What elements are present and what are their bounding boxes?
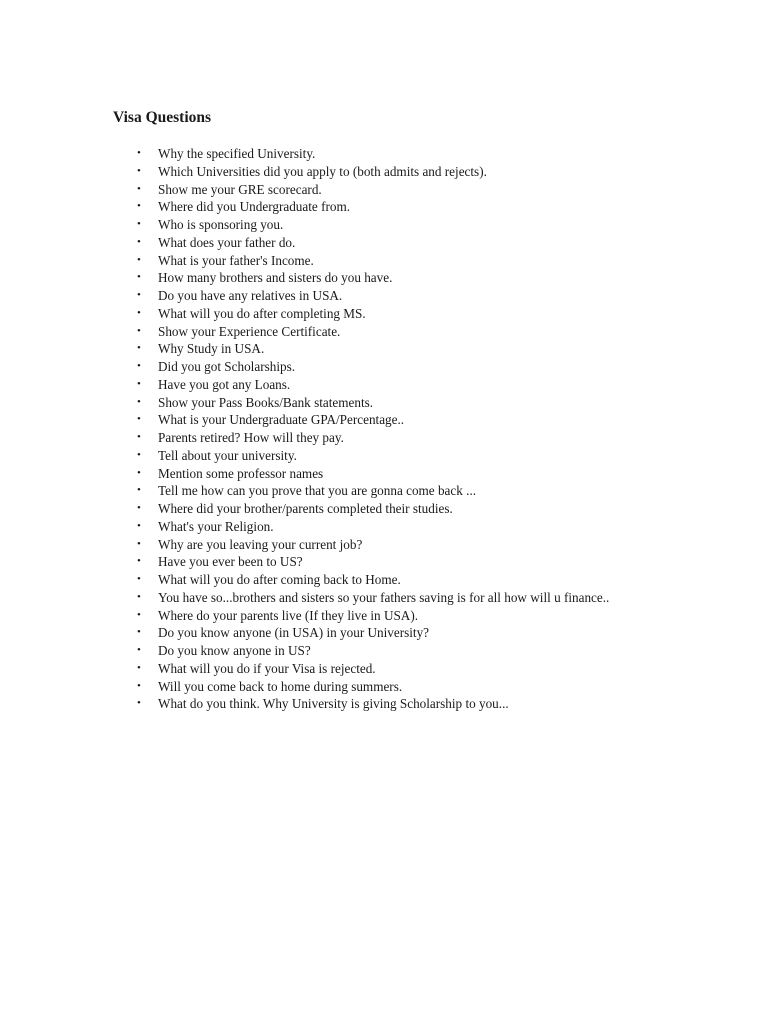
bullet-icon: •: [137, 182, 141, 195]
list-item: [137, 198, 628, 216]
bullet-icon: •: [137, 218, 141, 230]
list-item: [137, 394, 628, 412]
bullet-icon: •: [137, 200, 141, 213]
bullet-icon: •: [137, 395, 141, 408]
bullet-icon: •: [137, 289, 141, 301]
bullet-icon: •: [137, 644, 141, 656]
list-item: [137, 447, 628, 465]
bullet-icon: •: [137, 537, 141, 550]
bullet-icon: •: [137, 147, 141, 159]
bullet-icon: •: [137, 235, 141, 248]
bullet-icon: •: [137, 466, 141, 479]
list-item: [137, 411, 628, 429]
question-text: Tell me how can you prove that you are gonna come back ...: [158, 483, 477, 499]
list-item: [137, 287, 628, 305]
question-text: Do you know anyone (in USA) in your University?: [158, 625, 430, 641]
question-text: How many brothers and sisters do you have.: [158, 270, 393, 286]
question-text: Mention some professor names: [158, 465, 324, 481]
list-item: [137, 589, 628, 607]
bullet-icon: •: [137, 164, 141, 177]
list-item: [137, 695, 628, 713]
question-text: What will you do after completing MS.: [158, 305, 366, 321]
question-text: What will you do after coming back to Home.: [158, 572, 401, 587]
list-item: [137, 429, 628, 447]
bullet-icon: •: [137, 590, 141, 603]
question-text: Show me your GRE scorecard.: [158, 181, 322, 197]
bullet-icon: •: [137, 679, 141, 692]
list-item: [137, 642, 628, 660]
bullet-icon: •: [137, 661, 141, 674]
question-text: Did you got Scholarships.: [158, 359, 296, 374]
bullet-icon: •: [137, 271, 141, 284]
bullet-icon: •: [137, 573, 141, 585]
list-item: [137, 252, 628, 270]
list-item: [137, 536, 628, 554]
list-item: [137, 660, 628, 678]
question-text: Do you know anyone in US?: [158, 643, 311, 658]
list-item: [137, 145, 628, 163]
list-item: [137, 678, 628, 696]
question-text: Will you come back to home during summers.: [158, 678, 403, 694]
question-text: You have so...brothers and sisters so your fathers saving is for all how will u finance..: [158, 589, 610, 605]
bullet-icon: •: [137, 431, 141, 443]
question-text: What is your Undergraduate GPA/Percentage..: [158, 412, 405, 428]
list-item: [137, 500, 628, 518]
bullet-icon: •: [137, 555, 141, 568]
question-text: Who is sponsoring you.: [158, 217, 284, 232]
question-text: Which Universities did you apply to (both admits and rejects).: [158, 163, 487, 179]
question-text: Where do your parents live (If they live in USA).: [158, 607, 419, 623]
bullet-icon: •: [137, 484, 141, 497]
list-item: [137, 358, 628, 376]
question-text: Parents retired? How will they pay.: [158, 430, 344, 445]
list-item: [137, 269, 628, 287]
list-item: [137, 518, 628, 536]
bullet-icon: •: [137, 253, 141, 266]
list-item: [137, 607, 628, 625]
question-text: Where did your brother/parents completed their studies.: [158, 501, 453, 516]
list-item: [137, 465, 628, 483]
bullet-icon: •: [137, 448, 141, 461]
bullet-icon: •: [137, 626, 141, 639]
question-text: Where did you Undergraduate from.: [158, 199, 351, 215]
bullet-icon: •: [137, 360, 141, 372]
list-item: [137, 376, 628, 394]
bullet-icon: •: [137, 697, 141, 710]
question-text: Why the specified University.: [158, 146, 316, 161]
question-text: What will you do if your Visa is rejected.: [158, 660, 376, 676]
list-item: [137, 340, 628, 358]
question-text: Tell about your university.: [158, 447, 297, 463]
question-text: What's your Religion.: [158, 518, 274, 534]
question-text: Show your Pass Books/Bank statements.: [158, 394, 374, 410]
question-text: What is your father's Income.: [158, 252, 314, 268]
question-text: Why Study in USA.: [158, 341, 265, 357]
list-item: [137, 571, 628, 589]
question-text: Do you have any relatives in USA.: [158, 288, 343, 303]
list-item: [137, 163, 628, 181]
question-text: Show your Experience Certificate.: [158, 323, 341, 339]
bullet-icon: •: [137, 413, 141, 426]
list-item: [137, 234, 628, 252]
question-text: Have you got any Loans.: [158, 376, 291, 392]
list-item: [137, 482, 628, 500]
list-item: [137, 624, 628, 642]
bullet-icon: •: [137, 502, 141, 514]
bullet-icon: •: [137, 342, 141, 355]
list-item: [137, 553, 628, 571]
question-text: Have you ever been to US?: [158, 554, 303, 570]
list-item: [137, 323, 628, 341]
list-item: [137, 181, 628, 199]
question-text: Why are you leaving your current job?: [158, 536, 363, 552]
bullet-icon: •: [137, 519, 141, 532]
question-text: What does your father do.: [158, 234, 296, 250]
bullet-icon: •: [137, 306, 141, 319]
bullet-icon: •: [137, 377, 141, 390]
list-item: [137, 216, 628, 234]
question-list: [137, 145, 628, 713]
bullet-icon: •: [137, 608, 141, 621]
document-title: Visa Questions: [113, 109, 212, 126]
bullet-icon: •: [137, 324, 141, 337]
question-text: What do you think. Why University is giving Scholarship to you...: [158, 696, 509, 712]
list-item: [137, 305, 628, 323]
